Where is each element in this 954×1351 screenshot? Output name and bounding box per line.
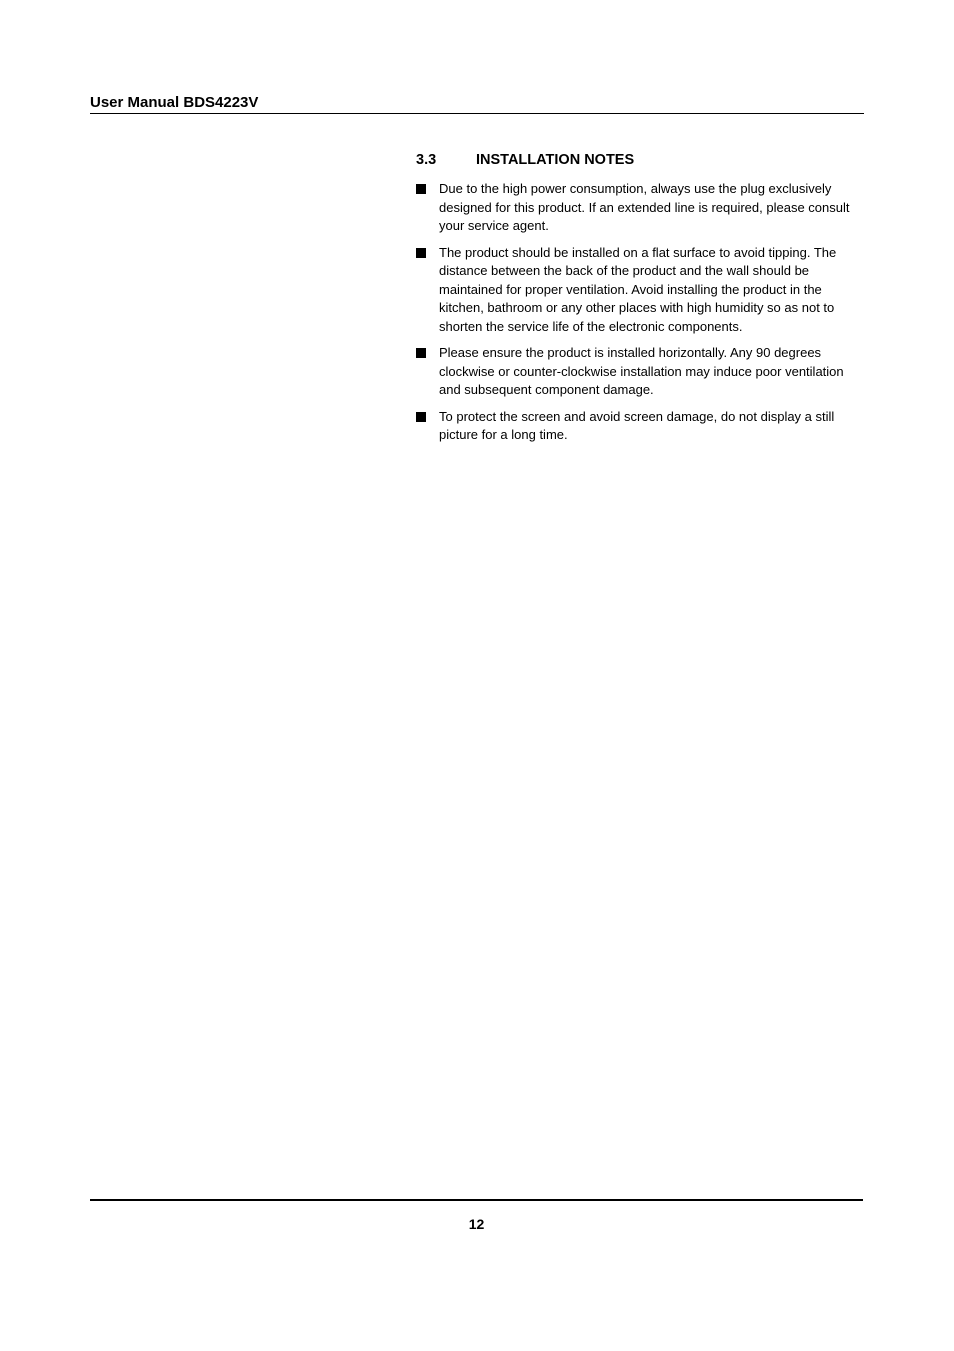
list-item xyxy=(416,180,864,236)
section-title: INSTALLATION NOTES xyxy=(476,152,635,168)
list-item xyxy=(416,344,864,400)
note-text: Please ensure the product is installed horizontally. Any 90 degrees clockwise or counter-clockwise installation may induce poor ventilation and subsequent component damage. xyxy=(439,345,844,397)
page-footer xyxy=(90,1199,863,1233)
section-heading xyxy=(416,150,864,170)
section-number: 3.3 xyxy=(416,152,437,168)
list-item xyxy=(416,408,864,445)
square-bullet-icon xyxy=(416,184,426,194)
square-bullet-icon xyxy=(416,412,426,422)
note-text: To protect the screen and avoid screen damage, do not display a still picture for a long time. xyxy=(439,408,835,442)
notes-list xyxy=(416,180,864,445)
square-bullet-icon xyxy=(416,248,426,258)
list-item xyxy=(416,244,864,337)
installation-notes-section xyxy=(416,150,864,453)
document-title: User Manual BDS4223V xyxy=(90,94,259,111)
page-number: 12 xyxy=(468,1216,485,1232)
note-text: The product should be installed on a flat surface to avoid tipping. The distance between the back of the product and the wall should be maintained for proper ventilation. Avoid installing the product in the kitchen, bathroom or any other places with high humidity so as not to shorten the service life of the electronic components. xyxy=(439,244,837,334)
page-header xyxy=(90,93,864,114)
square-bullet-icon xyxy=(416,348,426,358)
note-text: Due to the high power consumption, always use the plug exclusively designed for this product. If an extended line is required, please consult your service agent. xyxy=(439,181,850,233)
